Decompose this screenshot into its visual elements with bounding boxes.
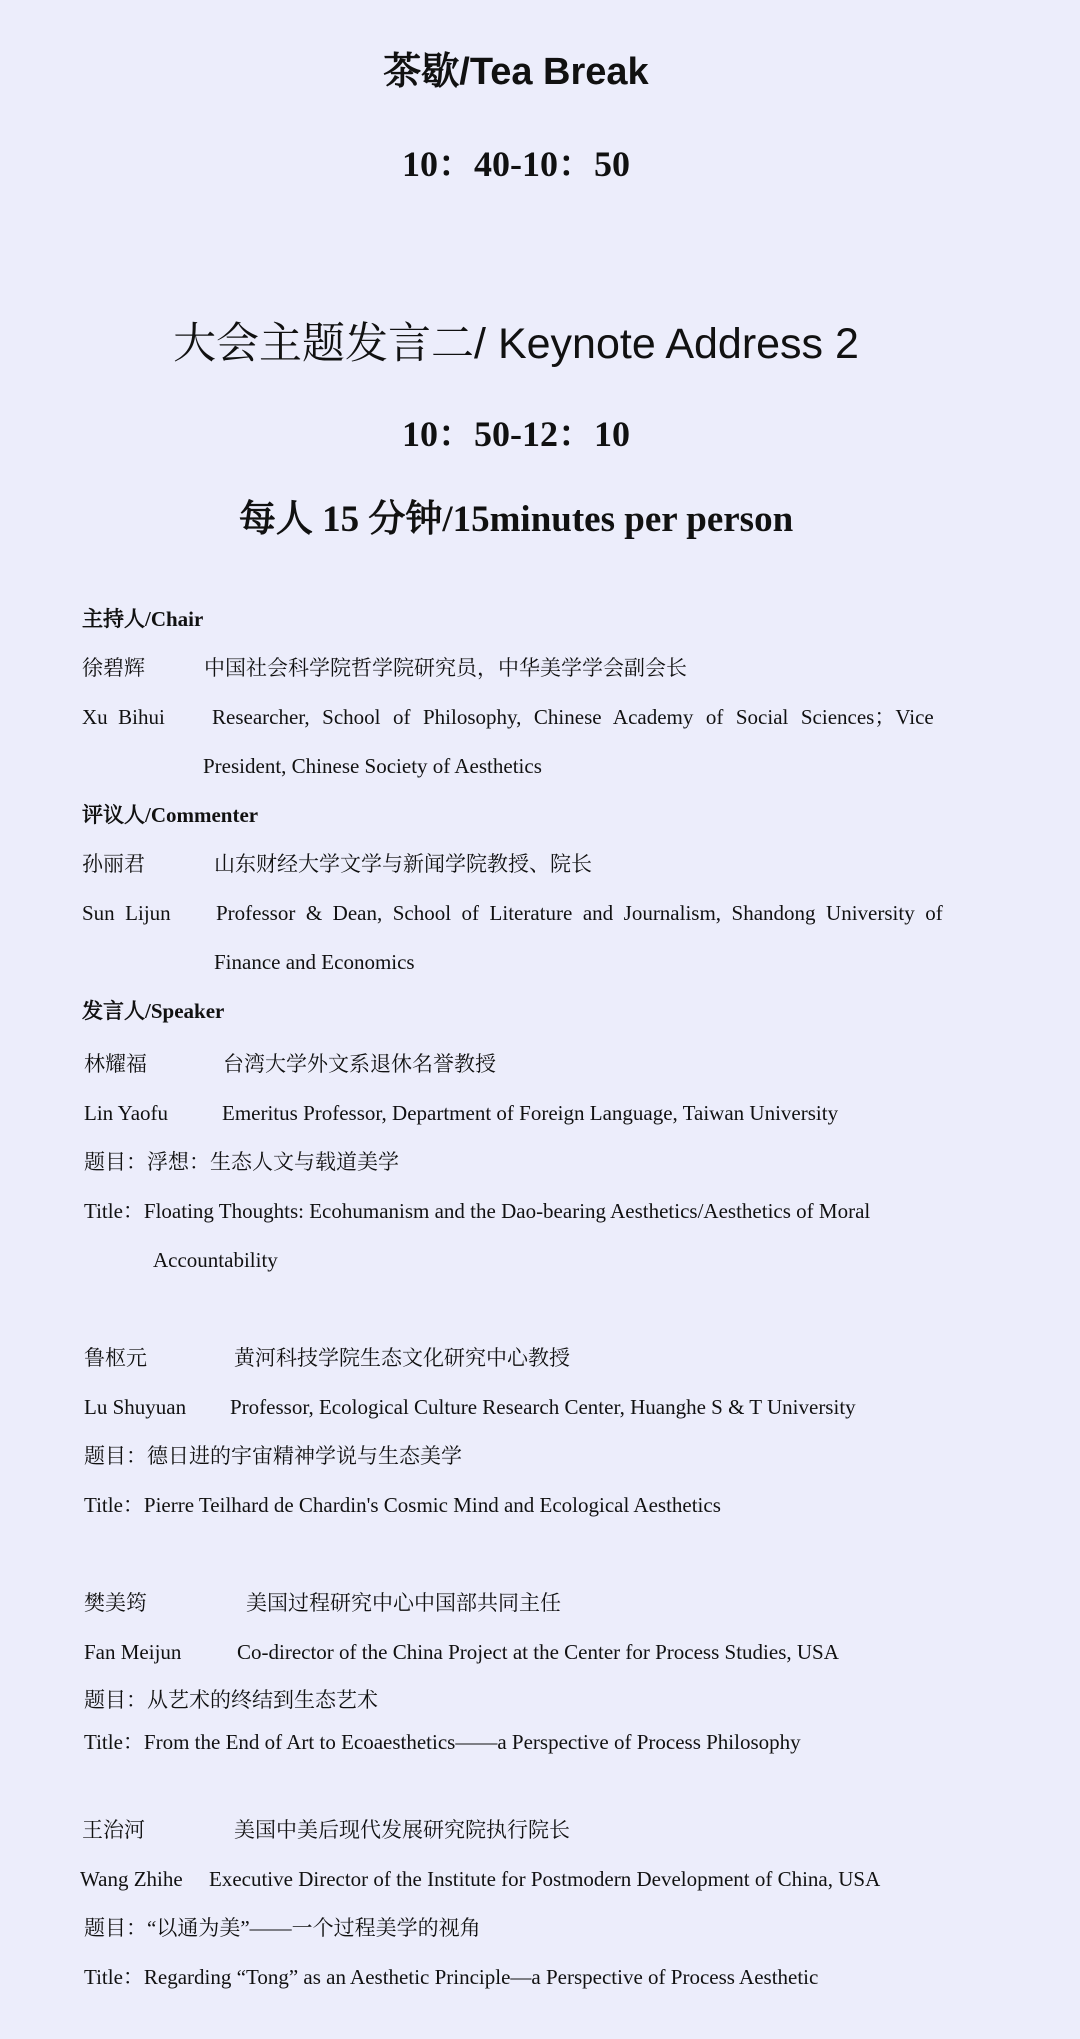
speaker-2-title-cn: 题目：德日进的宇宙精神学说与生态美学 [84,1444,462,1468]
speaker-2-desc-en: Professor, Ecological Culture Research Center, Huanghe S & T University [230,1395,856,1419]
chair-desc-en-2: President, Chinese Society of Aesthetics [203,754,542,778]
speaker-4-name-cn: 王治河 [82,1818,145,1842]
chair-name-cn: 徐碧辉 [82,656,145,680]
speaker-1-title-en-2: Accountability [153,1248,278,1272]
speaker-3-title-en: Title：From the End of Art to Ecoaesthetics——a Perspective of Process Philosophy [84,1730,801,1754]
speaker-1-name-en: Lin Yaofu [84,1101,169,1125]
speaker-2-desc-cn: 黄河科技学院生态文化研究中心教授 [234,1346,570,1370]
speaker-3-name-en: Fan Meijun [84,1640,182,1664]
speaker-1-title-cn: 题目：浮想：生态人文与载道美学 [84,1150,399,1174]
tea-break-time: 10：40-10：50 [402,144,630,184]
speaker-3-desc-en: Co-director of the China Project at the Center for Process Studies, USA [237,1640,839,1664]
speaker-4-desc-cn: 美国中美后现代发展研究院执行院长 [234,1818,570,1842]
per-person-note: 每人 15 分钟/15minutes per person [238,499,794,540]
commenter-desc-en-2: Finance and Economics [214,950,415,974]
tea-break-title: 茶歇/Tea Break [383,51,649,93]
commenter-name-en: Sun Lijun [82,901,171,925]
speaker-1-name-cn: 林耀福 [84,1052,147,1076]
keynote-time: 10：50-12：10 [402,414,630,454]
speaker-4-title-en: Title：Regarding “Tong” as an Aesthetic Principle—a Perspective of Process Aesthetic [84,1965,819,1989]
commenter-name-cn: 孙丽君 [82,852,145,876]
chair-heading: 主持人/Chair [82,607,204,631]
keynote-title: 大会主题发言二/ Keynote Address 2 [173,320,859,368]
speaker-heading: 发言人/Speaker [82,999,225,1023]
speaker-2-name-cn: 鲁枢元 [84,1346,147,1370]
commenter-desc-cn: 山东财经大学文学与新闻学院教授、院长 [214,852,592,876]
speaker-1-desc-en: Emeritus Professor, Department of Foreign Language, Taiwan University [222,1101,839,1125]
speaker-1-title-en-1: Title：Floating Thoughts: Ecohumanism and the Dao-bearing Aesthetics/Aesthetics of Moral [84,1199,871,1223]
commenter-desc-en-1: Professor & Dean, School of Literature and Journalism, Shandong University of [216,901,943,925]
speaker-1-desc-cn: 台湾大学外文系退休名誉教授 [223,1052,496,1076]
speaker-3-title-cn: 题目：从艺术的终结到生态艺术 [84,1688,378,1712]
speaker-2-name-en: Lu Shuyuan [84,1395,187,1419]
chair-desc-en-1: Researcher, School of Philosophy, Chinese Academy of Social Sciences；Vice [212,705,934,729]
speaker-2-title-en: Title：Pierre Teilhard de Chardin's Cosmic Mind and Ecological Aesthetics [84,1493,721,1517]
commenter-heading: 评议人/Commenter [82,803,259,827]
speaker-3-name-cn: 樊美筠 [84,1591,147,1615]
speaker-4-name-en: Wang Zhihe [80,1867,183,1891]
chair-name-en: Xu Bihui [82,705,165,729]
speaker-4-desc-en: Executive Director of the Institute for Postmodern Development of China, USA [209,1867,881,1891]
speaker-4-title-cn: 题目：“以通为美”——一个过程美学的视角 [84,1916,481,1940]
speaker-3-desc-cn: 美国过程研究中心中国部共同主任 [246,1591,561,1615]
chair-desc-cn: 中国社会科学院哲学院研究员，中华美学学会副会长 [204,656,687,680]
